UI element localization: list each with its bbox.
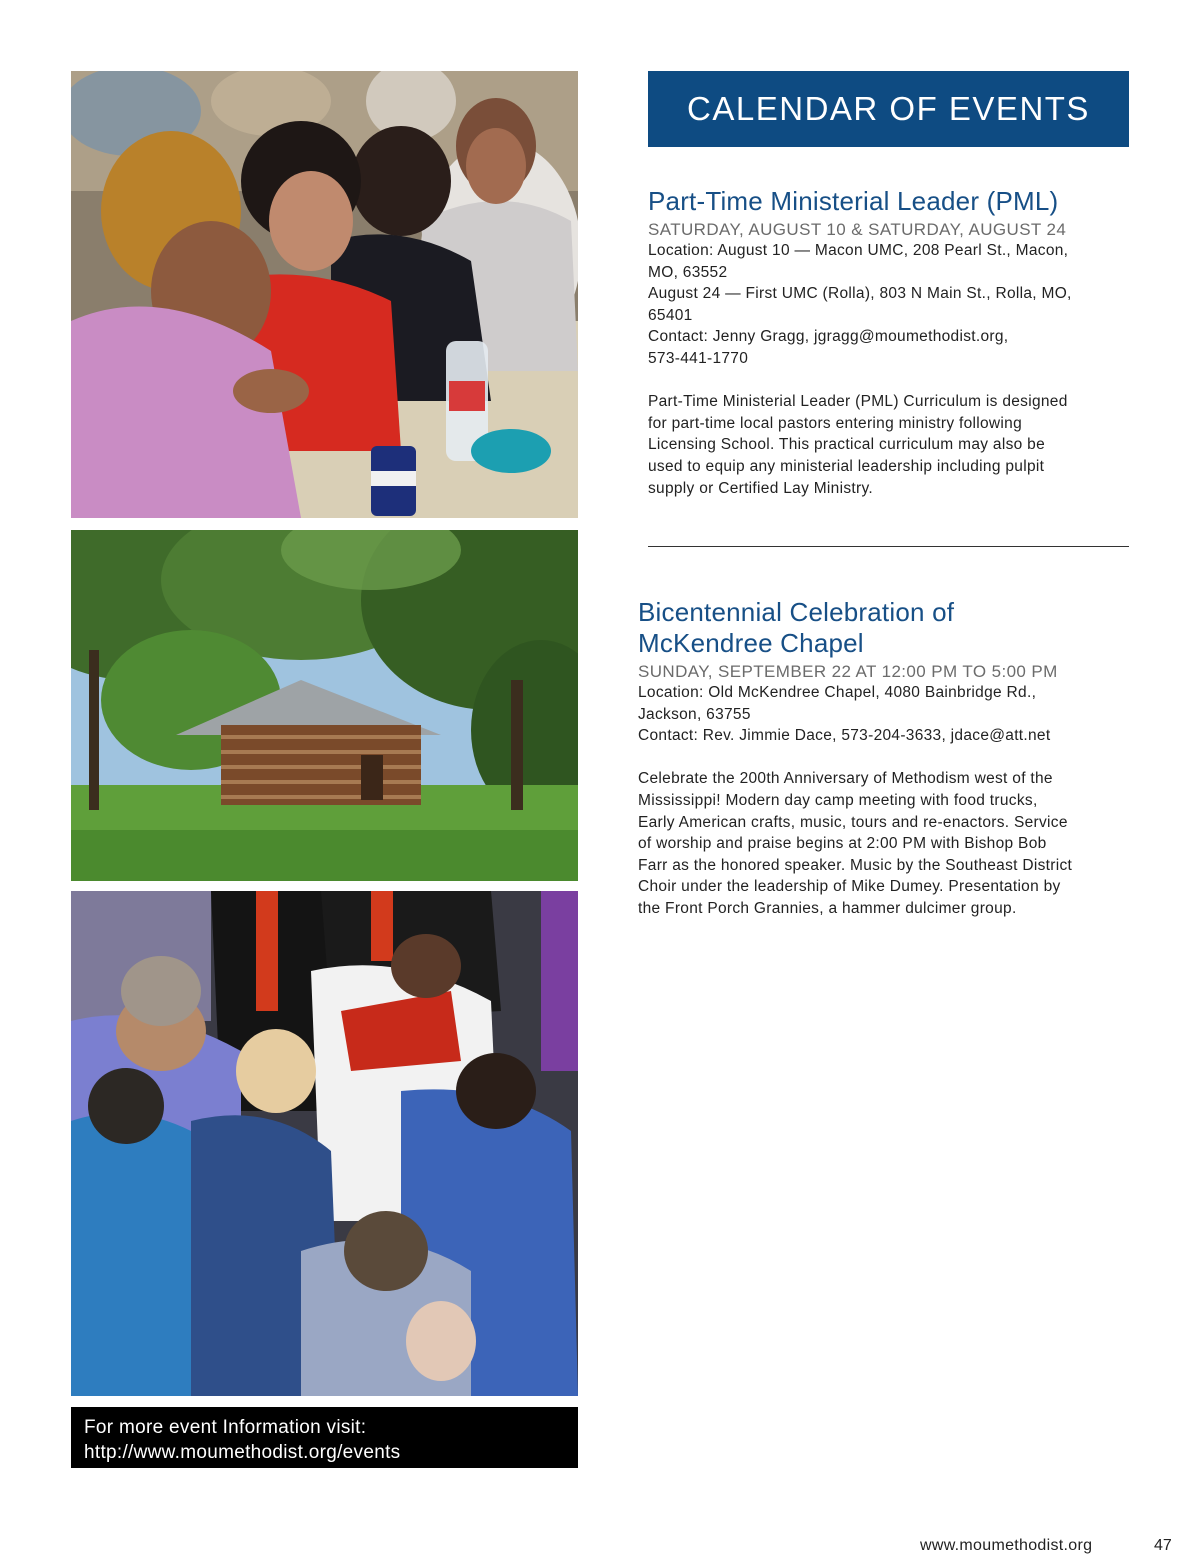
event-title: Part-Time Ministerial Leader (PML): [648, 186, 1059, 216]
description-line: Mississippi! Modern day camp meeting with food trucks,: [638, 791, 1038, 809]
event-details: [648, 240, 1143, 370]
event-detail-line: Location: Old McKendree Chapel, 4080 Bainbridge Rd.,: [638, 684, 1037, 701]
event-detail-line: Location: August 10 — Macon UMC, 208 Pearl St., Macon,: [648, 242, 1069, 259]
event-title-line: McKendree Chapel: [638, 628, 864, 658]
event-title-line: Bicentennial Celebration of: [638, 597, 955, 627]
events-url-link[interactable]: http://www.moumethodist.org/events: [84, 1442, 401, 1463]
event-description: [638, 768, 1133, 919]
event-description: [648, 391, 1143, 499]
calendar-banner: [648, 71, 1129, 147]
description-line: used to equip any ministerial leadership including pulpit: [648, 457, 1045, 475]
photo-meeting-table: [71, 71, 578, 518]
event-detail-line: Contact: Jenny Gragg, jgragg@moumethodist.org,: [648, 328, 1009, 346]
description-line: Celebrate the 200th Anniversary of Methodism west of the: [638, 770, 1053, 788]
more-info-label: For more event Information visit:: [84, 1417, 367, 1438]
event-date: SUNDAY, SEPTEMBER 22 AT 12:00 PM TO 5:00 PM: [638, 662, 1058, 681]
description-line: Part-Time Ministerial Leader (PML) Curriculum is designed: [648, 393, 1068, 411]
description-line: Farr as the honored speaker. Music by the Southeast District: [638, 856, 1073, 874]
event-mckendree: [638, 597, 1133, 920]
description-line: the Front Porch Grannies, a hammer dulcimer group.: [638, 899, 1017, 917]
event-date: SATURDAY, AUGUST 10 & SATURDAY, AUGUST 24: [648, 220, 1067, 239]
description-line: of worship and praise begins at 2:00 PM with Bishop Bob: [638, 835, 1047, 853]
event-detail-line: 65401: [648, 306, 693, 324]
event-detail-line: Contact: Rev. Jimmie Dace, 573-204-3633, jdace@att.net: [638, 727, 1051, 745]
description-line: supply or Certified Lay Ministry.: [648, 479, 873, 497]
event-detail-line: 573-441-1770: [648, 349, 749, 367]
page-number: 47: [1154, 1537, 1172, 1554]
photo-mckendree-chapel: [71, 530, 578, 881]
event-details: [638, 682, 1133, 747]
description-line: Licensing School. This practical curriculum may also be: [648, 436, 1045, 454]
footer-website[interactable]: www.moumethodist.org: [920, 1537, 1093, 1554]
description-line: Early American crafts, music, tours and re-enactors. Service: [638, 813, 1068, 831]
description-line: Choir under the leadership of Mike Dumey. Presentation by: [638, 878, 1061, 896]
event-detail-line: August 24 — First UMC (Rolla), 803 N Main St., Rolla, MO,: [648, 285, 1072, 303]
section-divider: [648, 546, 1129, 547]
event-pml: [648, 186, 1143, 499]
event-detail-line: MO, 63552: [648, 263, 728, 281]
page-title: CALENDAR OF EVENTS: [687, 90, 1090, 127]
event-detail-line: Jackson, 63755: [638, 705, 751, 723]
more-info-box: [71, 1407, 578, 1468]
photo-crowd-worship: [71, 891, 578, 1396]
description-line: for part-time local pastors entering ministry following: [648, 414, 1022, 432]
event-title: [638, 597, 1133, 659]
